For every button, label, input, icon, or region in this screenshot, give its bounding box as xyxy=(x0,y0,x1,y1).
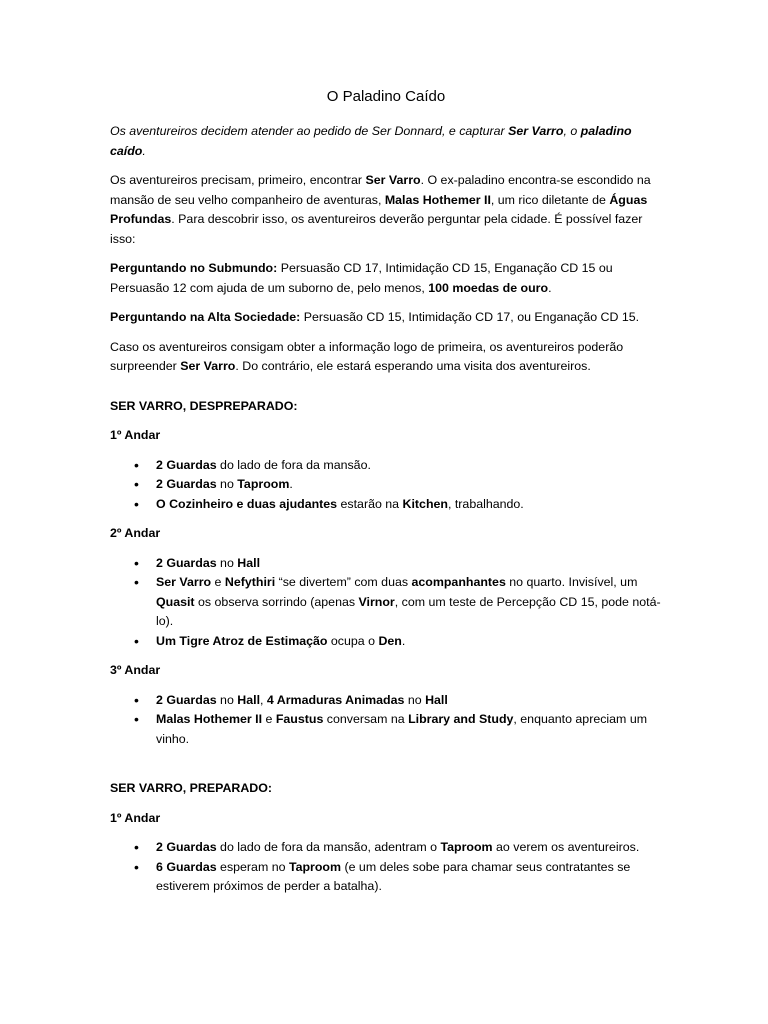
text-run: 100 moedas de ouro xyxy=(428,280,549,295)
text-run: , um rico diletante de xyxy=(490,192,610,207)
list-item xyxy=(156,573,662,632)
text-run: e xyxy=(211,575,225,589)
text-run: Taproom xyxy=(288,859,342,874)
text-run: Hall xyxy=(237,692,261,707)
text-run: Faustus xyxy=(275,712,324,726)
text-run: Kitchen xyxy=(402,496,448,511)
text-run: Taproom xyxy=(440,840,493,854)
text-run: Malas Hothemer II xyxy=(384,192,491,207)
paragraph xyxy=(110,259,662,298)
text-run: no quarto. Invisível, um xyxy=(505,575,638,589)
document-title: O Paladino Caído xyxy=(326,88,446,105)
text-run: Taproom xyxy=(237,477,290,491)
section-heading xyxy=(110,809,662,829)
text-run: SER VARRO, DESPREPARADO: xyxy=(110,398,298,413)
text-run: no xyxy=(216,477,238,491)
text-run: , trabalhando. xyxy=(447,496,524,511)
section-heading xyxy=(110,779,662,799)
bullet-list xyxy=(110,838,662,897)
bullet-list xyxy=(110,554,662,652)
text-run: . xyxy=(289,477,293,491)
text-run: Perguntando no Submundo: xyxy=(110,261,278,275)
text-run: . xyxy=(548,280,552,295)
text-run: e xyxy=(262,712,276,726)
text-run: O Cozinheiro e duas ajudantes xyxy=(156,496,338,511)
text-run: 6 Guardas xyxy=(156,859,217,874)
text-run: . xyxy=(401,633,406,648)
text-run: Malas Hothemer II xyxy=(156,712,263,726)
text-run: . O ex-paladino encontra-se escondido na mansão de seu velho companheiro de aventuras, xyxy=(110,173,651,207)
spacer xyxy=(110,387,662,397)
text-run: 2º Andar xyxy=(110,526,161,540)
list-item xyxy=(156,838,662,858)
section-heading xyxy=(110,524,662,544)
text-run: 2 Guardas xyxy=(156,692,217,707)
text-run: acompanhantes xyxy=(411,575,506,589)
text-run: Águas Profundas xyxy=(110,192,648,226)
text-run: estarão na xyxy=(337,496,403,511)
list-item xyxy=(156,858,662,897)
text-run: Um Tigre Atroz de Estimação xyxy=(156,633,328,648)
bullet-list xyxy=(110,456,662,515)
text-run: 1º Andar xyxy=(110,810,161,825)
section-heading xyxy=(110,397,662,417)
text-run: Caso os aventureiros consigam obter a informação logo de primeira, os aventureiros poderão surpreender xyxy=(110,339,624,373)
text-run: “se divertem” com duas xyxy=(275,575,412,589)
text-run: conversam na xyxy=(323,712,409,726)
text-run: SER VARRO, PREPARADO: xyxy=(110,781,273,795)
list-item xyxy=(156,475,662,495)
list-item xyxy=(156,495,662,515)
list-item xyxy=(156,710,662,749)
text-run: 2 Guardas xyxy=(156,457,217,472)
spacer xyxy=(110,759,662,769)
text-run: , o xyxy=(563,124,581,138)
text-run: Os aventureiros precisam, primeiro, encontrar xyxy=(110,173,366,187)
text-run: , enquanto apreciam um vinho. xyxy=(156,712,648,746)
text-run: Perguntando na Alta Sociedade: xyxy=(110,310,301,324)
text-run: Library and Study xyxy=(408,712,514,726)
text-run: . xyxy=(142,143,146,158)
text-run: Persuasão CD 17, Intimidação CD 15, Enganação CD 15 ou Persuasão 12 com ajuda de um suborno de, pelo menos, xyxy=(110,261,613,295)
paragraph xyxy=(110,122,662,161)
text-run: Virnor xyxy=(358,594,395,609)
text-run: no xyxy=(216,555,238,570)
document-blocks xyxy=(110,122,662,897)
bullet-list xyxy=(110,691,662,750)
text-run: 3º Andar xyxy=(110,663,161,677)
text-run: Persuasão CD 15, Intimidação CD 17, ou Enganação CD 15. xyxy=(300,310,640,324)
text-run: (e um deles sobe para chamar seus contratantes se estiverem próximos de perder a batalha). xyxy=(156,859,631,893)
text-run: paladino caído xyxy=(110,124,632,158)
paragraph xyxy=(110,308,662,328)
text-run: ocupa o xyxy=(327,633,379,648)
text-run: 1º Andar xyxy=(110,428,161,442)
text-run: do lado de fora da mansão, adentram o xyxy=(216,840,441,854)
list-item xyxy=(156,691,662,711)
list-item xyxy=(156,456,662,476)
text-run: Nefythiri xyxy=(224,575,276,589)
text-run: . Para descobrir isso, os aventureiros deverão perguntar pela cidade. É possível fazer isso: xyxy=(110,212,643,246)
text-run: 4 Armaduras Animadas xyxy=(266,692,405,707)
text-run: no xyxy=(404,692,426,707)
text-run: 2 Guardas xyxy=(156,555,217,570)
text-run: os observa sorrindo (apenas xyxy=(194,594,359,609)
section-heading xyxy=(110,661,662,681)
text-run: Hall xyxy=(237,555,261,570)
text-run: 2 Guardas xyxy=(156,477,217,491)
text-run: . Do contrário, ele estará esperando uma visita dos aventureiros. xyxy=(235,359,591,373)
text-run: do lado de fora da mansão. xyxy=(216,457,371,472)
paragraph xyxy=(110,338,662,377)
text-run: , com um teste de Percepção CD 15, pode notá-lo). xyxy=(156,594,661,628)
text-run: Den xyxy=(378,633,402,648)
text-run: Quasit xyxy=(156,594,195,609)
text-run: Ser Varro xyxy=(180,359,236,373)
text-run: ao verem os aventureiros. xyxy=(492,840,640,854)
paragraph xyxy=(110,171,662,249)
text-run: Ser Varro xyxy=(365,173,421,187)
text-run: Ser Varro xyxy=(508,124,564,138)
text-run: Ser Varro xyxy=(156,575,212,589)
text-run: Os aventureiros decidem atender ao pedido de Ser Donnard, e capturar xyxy=(110,124,509,138)
text-run: Hall xyxy=(425,692,448,707)
list-item xyxy=(156,632,662,652)
text-run: no xyxy=(216,692,238,707)
text-run: , xyxy=(260,692,267,707)
text-run: esperam no xyxy=(216,859,289,874)
document-body xyxy=(110,86,662,907)
section-heading xyxy=(110,426,662,446)
text-run: 2 Guardas xyxy=(156,840,217,854)
spacer xyxy=(110,769,662,779)
list-item xyxy=(156,554,662,574)
